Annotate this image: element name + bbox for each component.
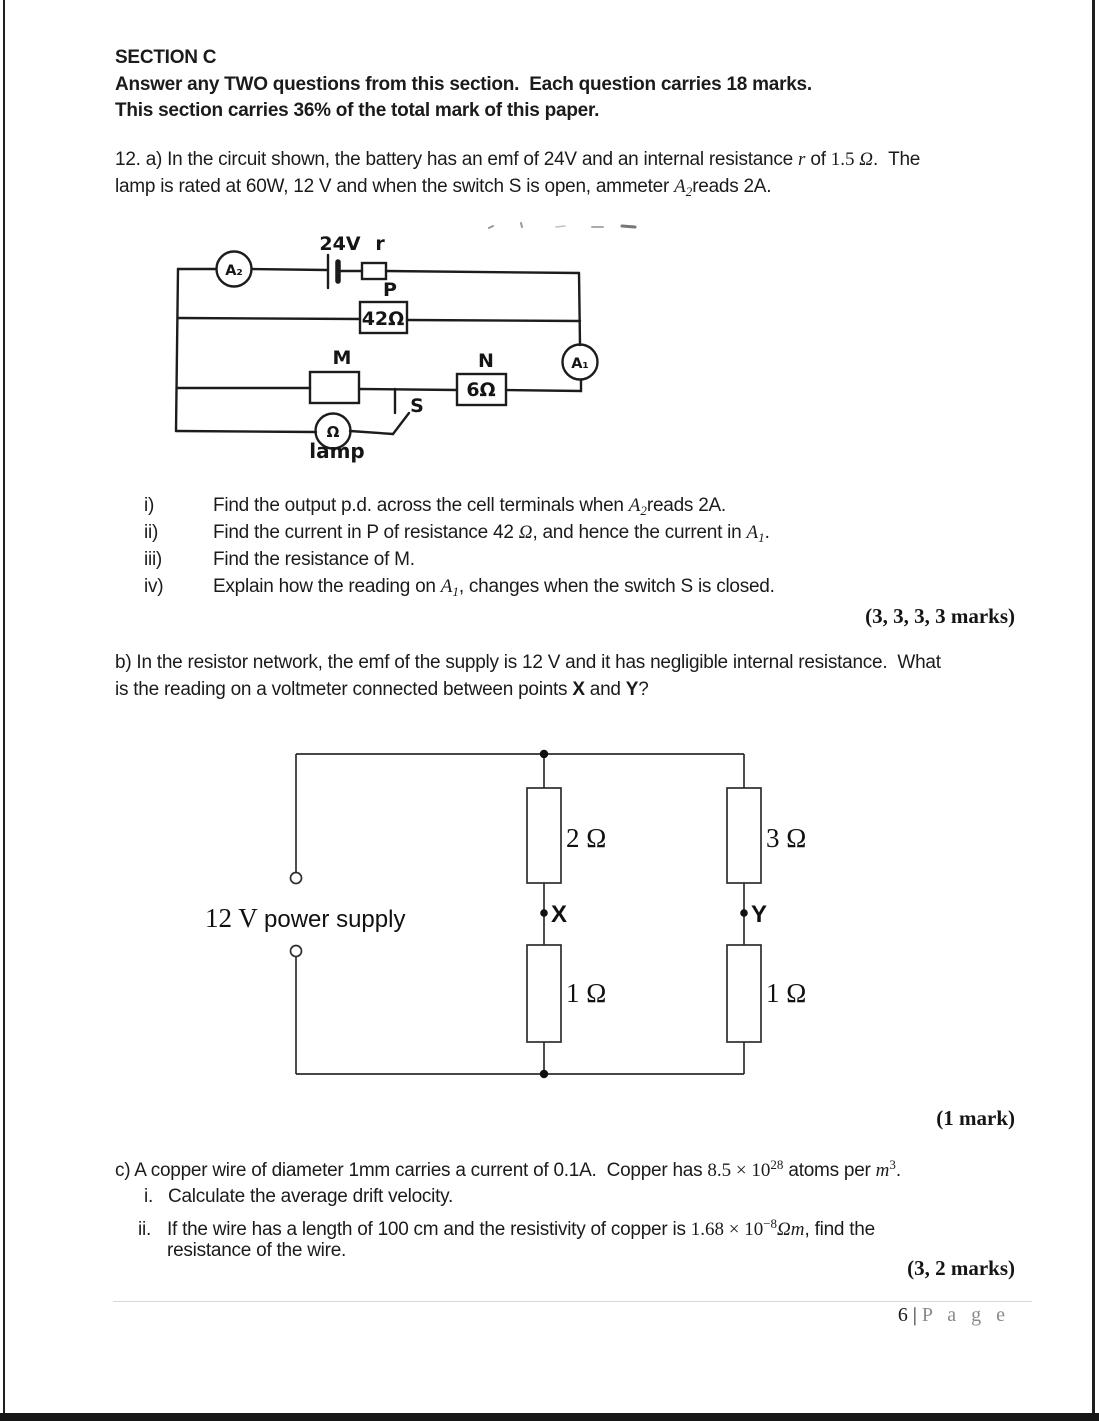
text-run: 2 [685, 184, 693, 199]
text-run: 1.5 [830, 149, 860, 170]
text-run: resistance of the wire. [167, 1240, 347, 1261]
text-run: Find the resistance of M. [213, 549, 415, 570]
text-run: . The [873, 149, 921, 170]
page-left-border [3, 0, 5, 1421]
text-run: reads 2A. [646, 495, 726, 516]
lamp-label: lamp [309, 439, 365, 463]
text-run: X [572, 679, 585, 700]
text-run: m [875, 1160, 890, 1181]
page-word: P a g e [921, 1304, 1010, 1326]
text-run: Calculate the average drift velocity. [168, 1186, 454, 1207]
resistor-1ohm-right-label: 1 Ω [766, 978, 807, 1008]
q12b-paragraph-line1 [115, 651, 941, 675]
p-label: P [383, 279, 397, 301]
q12b-marks: (1 mark) [936, 1106, 1015, 1130]
text-run: r [797, 149, 806, 170]
resistor-2ohm-box [527, 788, 561, 883]
junction-dot [540, 1070, 548, 1078]
item-number: ii. [138, 1219, 151, 1240]
q12c-item-ii-continuation [167, 1239, 346, 1263]
wire [178, 318, 360, 319]
item-number: ii) [144, 522, 159, 543]
text-run: b) In the resistor network, the emf of the supply is 12 V and it has negligible internal resistance. What [115, 652, 941, 673]
text-run: and [584, 679, 626, 700]
wire [579, 273, 580, 345]
text-run: 2 [640, 503, 647, 518]
n-label: N [478, 350, 494, 372]
item-number: i. [144, 1186, 153, 1207]
page-footer [898, 1304, 1010, 1327]
section-title: SECTION C [115, 47, 217, 68]
q12c-item-ii [138, 1212, 875, 1242]
supply-terminal-bottom [291, 946, 302, 957]
text-run: , changes when the switch S is closed. [458, 576, 775, 597]
text-run: Explain how the reading on [213, 576, 441, 597]
text-run: lamp is rated at 60W, 12 V and when the switch S is open, ammeter [115, 176, 675, 197]
scan-smudges [489, 223, 635, 228]
section-instruction-1: Answer any TWO questions from this section. Each question carries 18 marks. [115, 74, 812, 95]
q12a-item-iii [144, 548, 415, 572]
q12a-item-ii [144, 521, 770, 550]
text-run: A [628, 495, 641, 516]
resistor-2ohm-label: 2 Ω [566, 823, 607, 853]
circuit2-figure [195, 737, 815, 1087]
wire [506, 380, 581, 391]
lamp-filament-symbol: Ω [326, 423, 340, 441]
text-run: 1 [758, 530, 765, 545]
wire [407, 320, 580, 321]
switch-blade [393, 413, 409, 434]
text-run: Ω [518, 522, 533, 543]
internal-resistance-label: r [375, 233, 385, 255]
item-text [213, 576, 775, 597]
text-run: A [440, 576, 453, 597]
text-run: . [895, 1160, 901, 1181]
text-run: If the wire has a length of 100 cm and the resistivity of copper is [167, 1219, 691, 1240]
wire [252, 269, 327, 270]
ammeter1-label: A₁ [571, 356, 589, 372]
text-run: 8.5 × 10 [707, 1160, 771, 1181]
text-run: 12. a) In the circuit shown, the battery has an emf of 24V and an internal resistance [115, 149, 798, 170]
text-run: Find the output p.d. across the cell terminals when [213, 495, 629, 516]
text-run: 1 [452, 584, 459, 599]
q12a-marks: (3, 3, 3, 3 marks) [865, 604, 1015, 628]
item-text [167, 1216, 875, 1240]
supply-label [205, 903, 405, 933]
text-run: of [805, 149, 831, 170]
q12c-marks: (3, 2 marks) [907, 1256, 1015, 1280]
text-run: atoms per [783, 1160, 876, 1181]
emf-label: 24V [319, 233, 361, 255]
page-right-border [1092, 0, 1095, 1421]
text-run: Ω [859, 149, 874, 170]
wire [176, 269, 178, 431]
wire [176, 431, 316, 432]
wire [386, 271, 579, 273]
resistor-1ohm-left-label: 1 Ω [566, 978, 607, 1008]
q12a-item-i [144, 494, 726, 523]
text-run: 28 [770, 1157, 784, 1172]
q12a-paragraph-line1 [115, 148, 920, 172]
item-number: i) [144, 495, 155, 516]
junction-dot [540, 750, 548, 758]
text-run: A [746, 522, 759, 543]
q12c-item-i [144, 1185, 453, 1209]
item-number: iii) [144, 549, 162, 570]
page-bottom-border [0, 1413, 1099, 1421]
text-run: Ωm [777, 1219, 805, 1240]
item-number: iv) [144, 576, 164, 597]
resistor-1ohm-right-box [727, 945, 761, 1042]
text-run: , and hence the current in [532, 522, 747, 543]
resistor-3ohm-box [727, 788, 761, 883]
supply-value: 12 V [205, 903, 265, 933]
component-m-box [310, 372, 359, 403]
footer-divider [113, 1301, 1032, 1302]
q12a-paragraph-line2 [115, 175, 771, 204]
text-run: is the reading on a voltmeter connected between points [115, 679, 573, 700]
resistor-3ohm-label: 3 Ω [766, 823, 807, 853]
text-run: Y [625, 679, 639, 700]
text-run: A [674, 176, 686, 197]
switch-label: S [410, 395, 424, 417]
q12c-paragraph [115, 1153, 901, 1183]
resistor-r-box [362, 263, 386, 279]
page-number: 6 | [897, 1304, 917, 1326]
text-run: ? [638, 679, 649, 700]
text-run: 3 [889, 1157, 896, 1172]
q12b-paragraph-line2 [115, 678, 649, 702]
point-x-label: X [551, 901, 568, 928]
text-run: 1.68 × 10 [690, 1219, 764, 1240]
supply-terminal-top [291, 873, 302, 884]
point-y-label: Y [751, 901, 768, 928]
point-y-dot [740, 909, 748, 917]
q12a-item-iv [144, 575, 775, 604]
resistor-1ohm-left-box [527, 945, 561, 1042]
ammeter2-label: A₂ [225, 263, 243, 279]
item-text [213, 522, 770, 543]
wire [350, 431, 393, 434]
m-label: M [332, 347, 352, 369]
text-run: , find the [804, 1219, 875, 1240]
item-text [168, 1186, 453, 1207]
n-value-label: 6Ω [466, 379, 496, 401]
p-value-label: 42Ω [361, 308, 405, 330]
supply-text: power supply [264, 906, 406, 933]
item-text [213, 549, 415, 570]
point-x-dot [540, 909, 548, 917]
circuit1-figure [150, 212, 670, 474]
text-run: . [764, 522, 770, 543]
wire [359, 389, 457, 390]
text-run: Find the current in P of resistance 42 [213, 522, 519, 543]
section-instruction-2: This section carries 36% of the total mark of this paper. [115, 100, 600, 121]
text-run: reads 2A. [692, 176, 772, 197]
text-run: −8 [763, 1216, 778, 1231]
text-run: c) A copper wire of diameter 1mm carries a current of 0.1A. Copper has [115, 1160, 708, 1181]
item-text [213, 495, 726, 516]
